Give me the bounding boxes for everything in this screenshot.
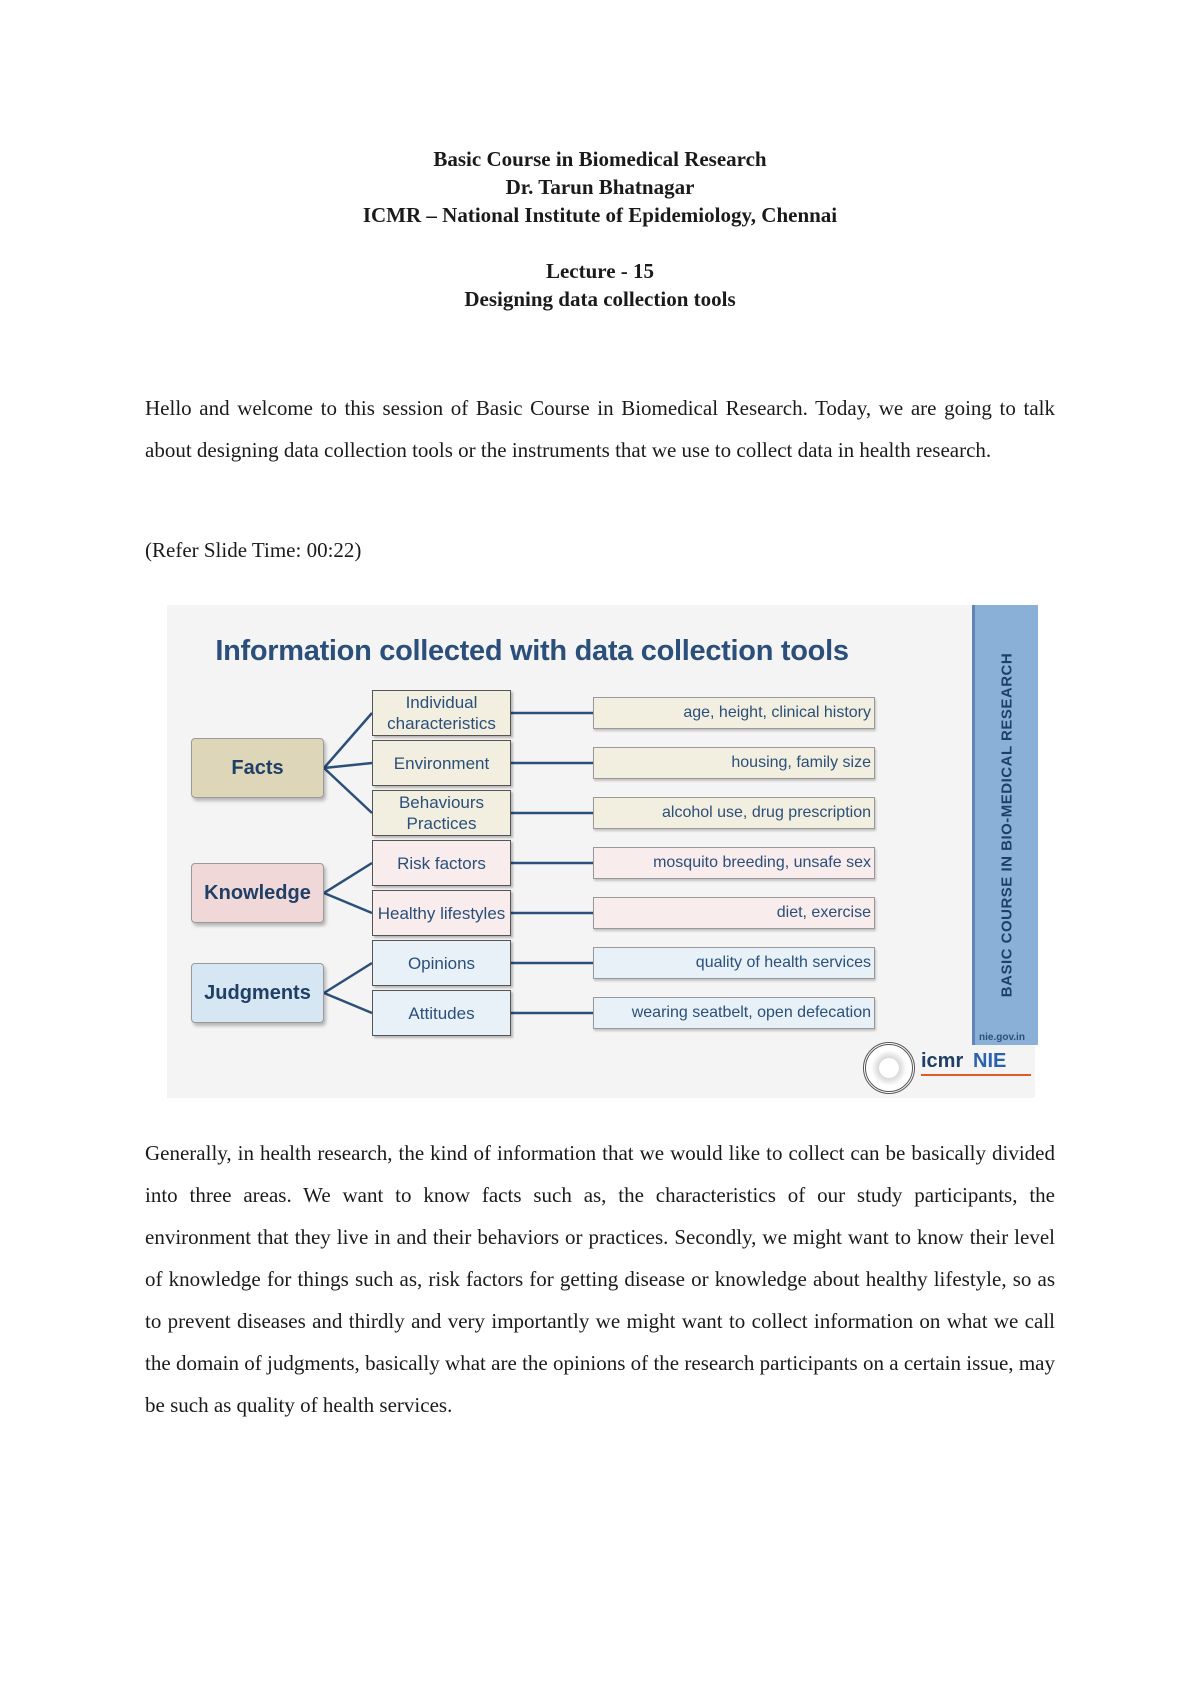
item-risk-factors: Risk factors bbox=[372, 840, 511, 886]
intro-paragraph: Hello and welcome to this session of Basic Course in Biomedical Research. Today, we are going to talk about designing data collection tools or the instruments that we use to collect data in health research. bbox=[145, 396, 1055, 462]
item-healthy-lifestyles: Healthy lifestyles bbox=[372, 890, 511, 936]
logo-underline bbox=[921, 1074, 1031, 1088]
example-healthy-lifestyles: diet, exercise bbox=[593, 897, 875, 929]
site-url: nie.gov.in bbox=[979, 1032, 1025, 1043]
connector-line bbox=[324, 993, 372, 1013]
slide-image bbox=[167, 605, 1035, 1098]
category-facts: Facts bbox=[191, 738, 324, 798]
logo-group bbox=[863, 1042, 1035, 1098]
category-knowledge: Knowledge bbox=[191, 863, 324, 923]
example-attitudes: wearing seatbelt, open defecation bbox=[593, 997, 875, 1029]
document-header bbox=[0, 145, 1200, 313]
icmr-logo: icmr bbox=[921, 1050, 964, 1072]
example-individual-characteristics: age, height, clinical history bbox=[593, 697, 875, 729]
category-judgments: Judgments bbox=[191, 963, 324, 1023]
connector-line bbox=[324, 763, 372, 768]
item-behaviours-practices: Behaviours Practices bbox=[372, 790, 511, 836]
item-opinions: Opinions bbox=[372, 940, 511, 986]
connector-line bbox=[324, 768, 372, 813]
lecture-number: Lecture - 15 bbox=[545, 259, 655, 283]
connector-line bbox=[324, 713, 372, 768]
example-behaviours-practices: alcohol use, drug prescription bbox=[593, 797, 875, 829]
lecture-topic: Designing data collection tools bbox=[464, 287, 736, 311]
side-banner-text: BASIC COURSE IN BIO-MEDICAL RESEARCH bbox=[998, 652, 1015, 998]
side-banner bbox=[972, 605, 1038, 1045]
connector-line bbox=[324, 963, 372, 993]
item-environment: Environment bbox=[372, 740, 511, 786]
item-individual-characteristics: Individual characteristics bbox=[372, 690, 511, 736]
course-title: Basic Course in Biomedical Research bbox=[433, 147, 767, 171]
slide-reference: (Refer Slide Time: 00:22) bbox=[145, 538, 362, 562]
author-name: Dr. Tarun Bhatnagar bbox=[505, 175, 695, 199]
connector-line bbox=[324, 893, 372, 913]
nie-logo: NIE bbox=[973, 1050, 1007, 1072]
example-opinions: quality of health services bbox=[593, 947, 875, 979]
slide-title: Information collected with data collection tools bbox=[215, 635, 849, 667]
connector-line bbox=[324, 863, 372, 893]
example-environment: housing, family size bbox=[593, 747, 875, 779]
item-attitudes: Attitudes bbox=[372, 990, 511, 1036]
body-paragraph: Generally, in health research, the kind of information that we would like to collect can be basically divided into three areas. We want to know facts such as, the characteristics of our study participants, the environment that they live in and their behaviors or practices. Secondly, we might want to know their level of knowledge for things such as, risk factors for getting disease or knowledge about healthy lifestyle, so as to prevent diseases and thirdly and very importantly we might want to collect information on what we call the domain of judgments, basically what are the opinions of the research participants on a certain issue, may be such as quality of health services. bbox=[145, 1141, 1055, 1417]
institute-name: ICMR – National Institute of Epidemiology, Chennai bbox=[362, 203, 838, 227]
emblem-icon bbox=[863, 1042, 915, 1094]
example-risk-factors: mosquito breeding, unsafe sex bbox=[593, 847, 875, 879]
